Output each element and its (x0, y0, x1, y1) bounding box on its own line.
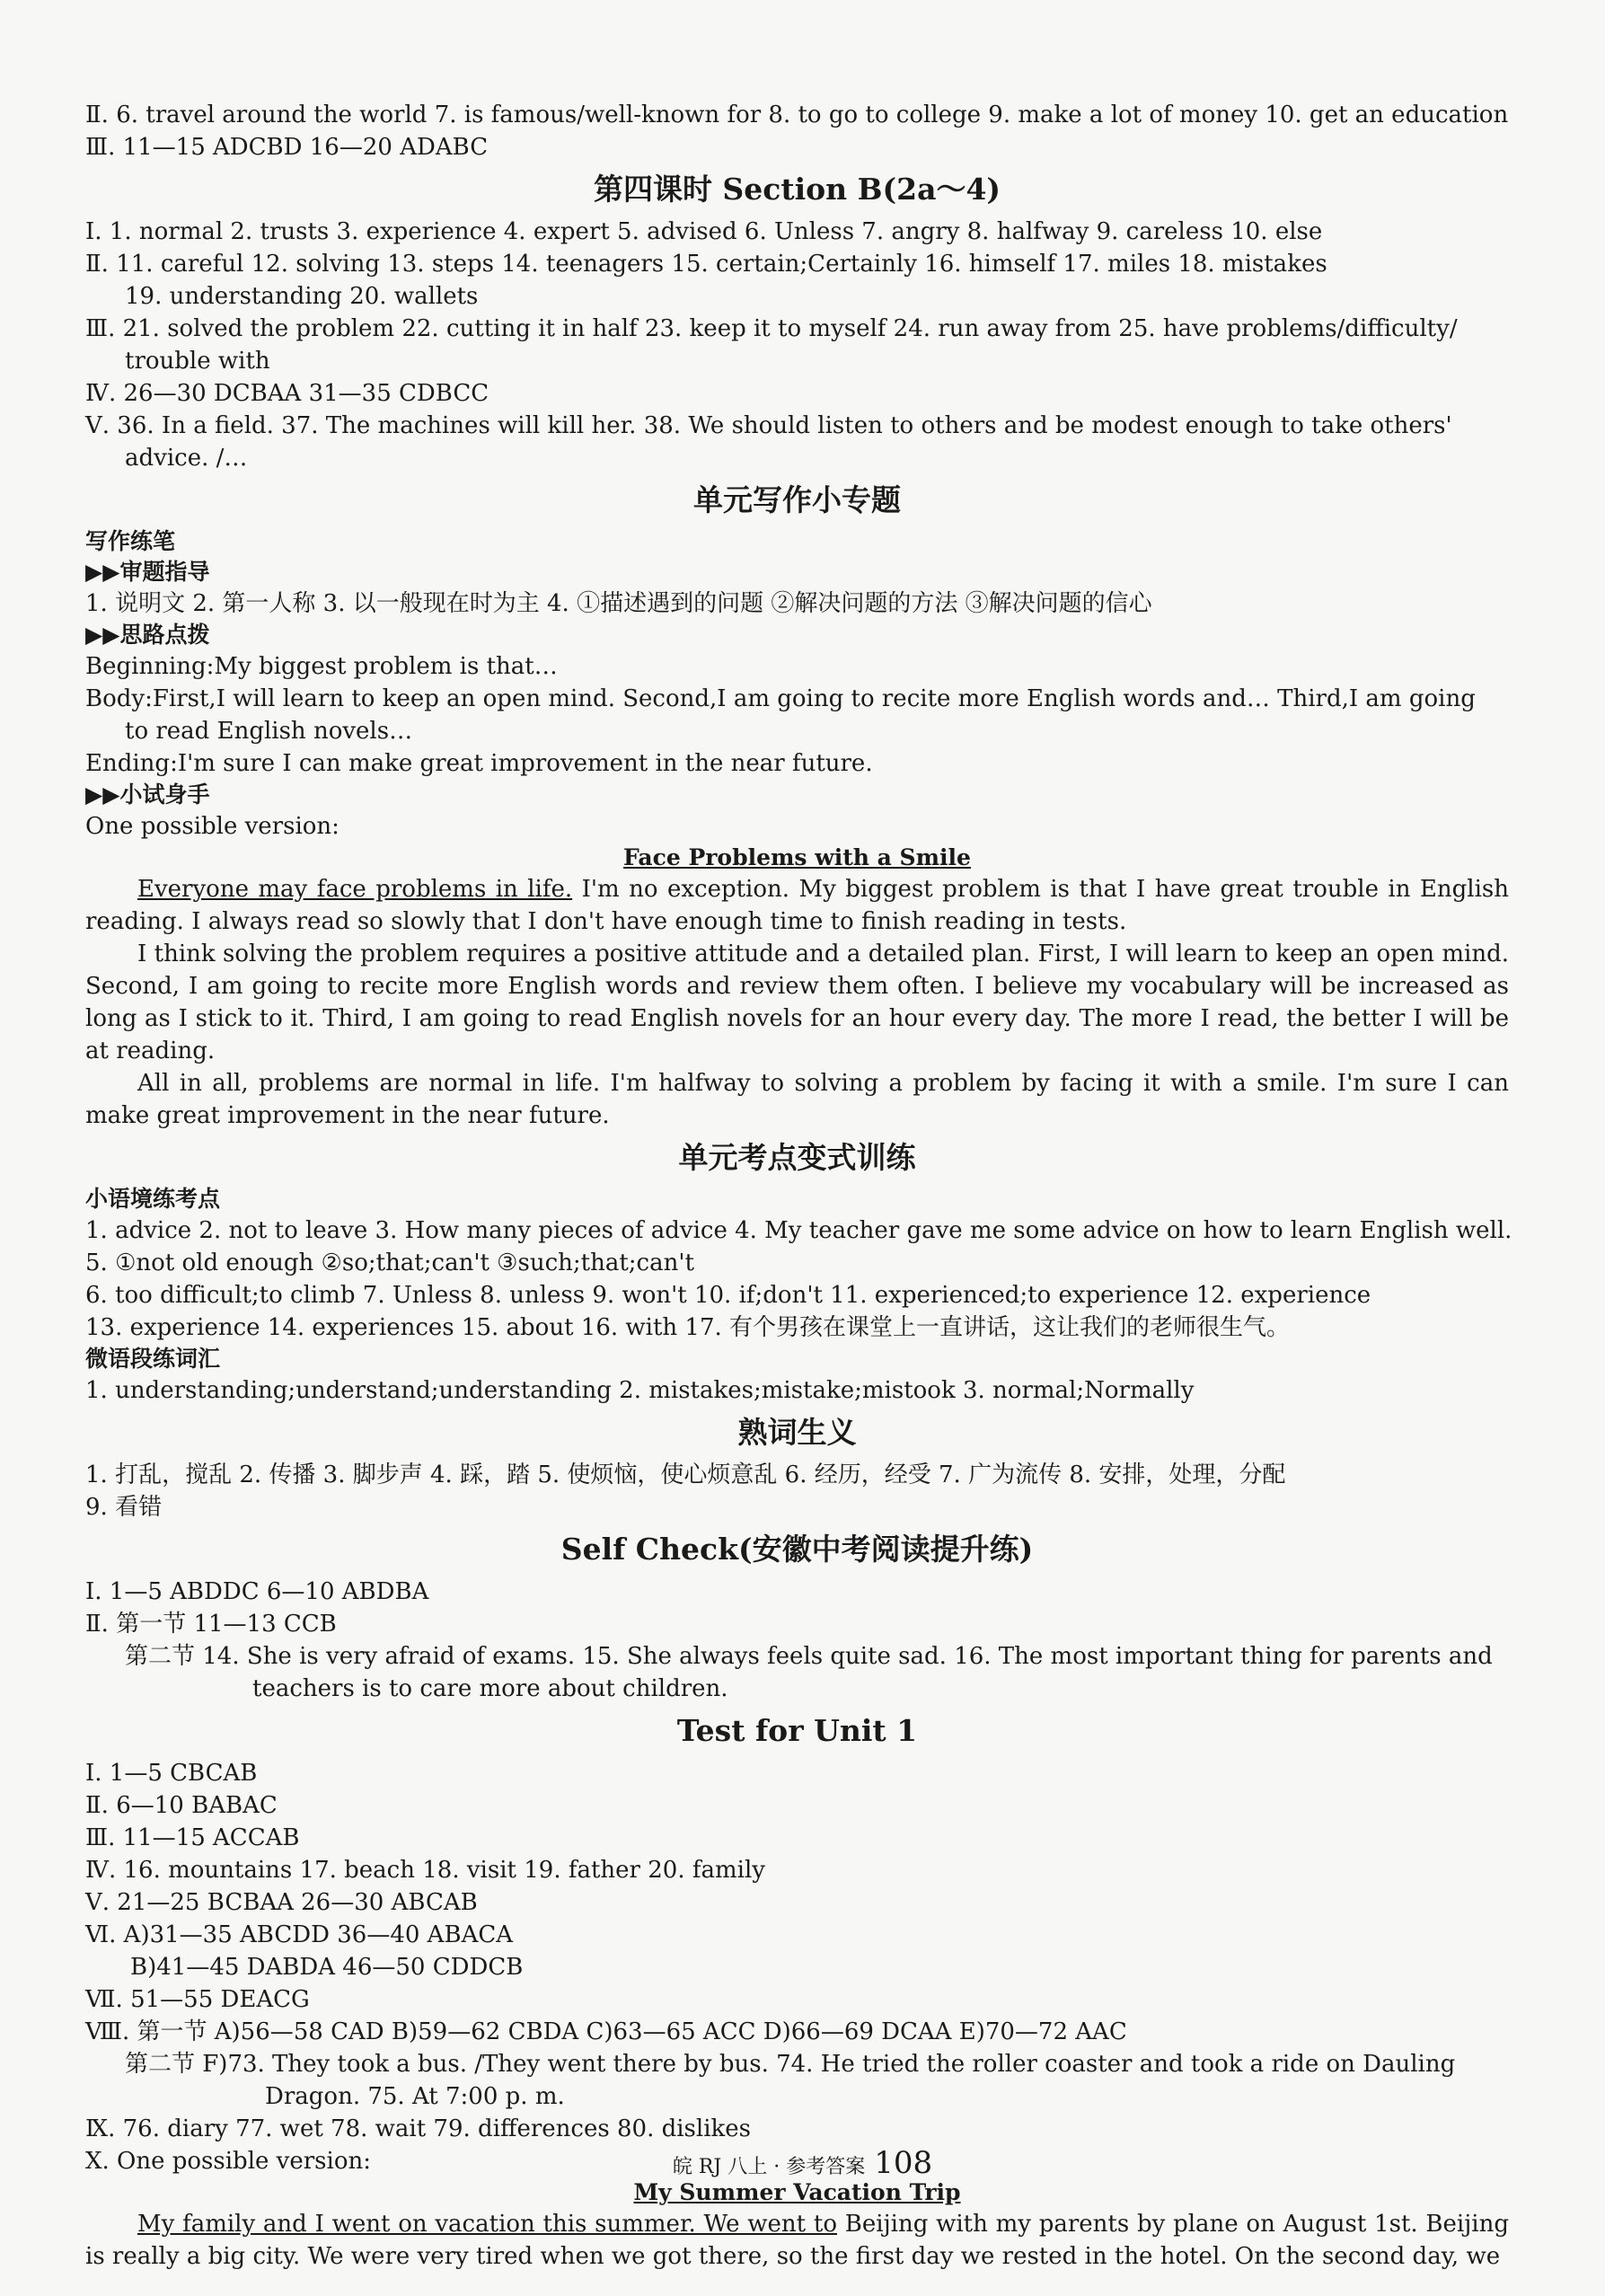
answer-line: Ⅶ. 51—55 DEACG (85, 1986, 310, 2013)
answer-line: 1. understanding;understand;understanding 2. mistakes;mistake;mistook 3. normal;Normally (85, 1377, 1195, 1404)
subheading: ▶▶小试身手 (85, 782, 210, 808)
answer-line: 19. understanding 20. wallets (125, 283, 479, 310)
section-heading-variant-training: 单元考点变式训练 (678, 1140, 916, 1175)
essay-title (85, 843, 1509, 873)
answer-line: Dragon. 75. At 7:00 p. m. (265, 2083, 565, 2110)
answer-line: Ⅲ. 11—15 ACCAB (85, 1824, 300, 1851)
underlined-sentence: My family and I went on vacation this summer. We went to (137, 2211, 837, 2238)
essay-title (85, 2177, 1509, 2208)
essay-paragraph (85, 2208, 1509, 2273)
answer-line: Ⅴ. 36. In a field. 37. The machines will kill her. 38. We should listen to others and be modest enough to take others' (85, 412, 1452, 439)
answer-line: One possible version: (85, 813, 340, 840)
answer-line: Beginning:My biggest problem is that… (85, 653, 558, 680)
essay-paragraph: All in all, problems are normal in life. I'm halfway to solving a problem by facing it with a smile. I'm sure I can make great improvement in the near future. (85, 1070, 1509, 1129)
answer-line: Ⅷ. 第一节 A)56—58 CAD B)59—62 CBDA C)63—65 ACC D)66—69 DCAA E)70—72 AAC (85, 2018, 1127, 2045)
subheading: 微语段练词汇 (85, 1346, 221, 1372)
answer-line: Ⅸ. 76. diary 77. wet 78. wait 79. differences 80. dislikes (85, 2115, 752, 2142)
answer-line: 第二节 14. She is very afraid of exams. 15. She always feels quite sad. 16. The most important thing for parents and (125, 1643, 1493, 1670)
essay-title-text: My Summer Vacation Trip (633, 2179, 961, 2205)
footer-label: 皖 RJ 八上 · 参考答案 (672, 2156, 866, 2178)
answer-line: advice. /… (125, 445, 248, 472)
essay-paragraph: I think solving the problem requires a positive attitude and a detailed plan. First, I will learn to keep an open mind. Second, I am going to recite more English words and review them often. I believe my vocabulary will be increased as long as I stick to it. Third, I am going to read English novels for an hour every day. The more I read, the better I will be at reading. (85, 940, 1509, 1064)
page-number: 108 (874, 2145, 933, 2181)
answer-line: Body:First,I will learn to keep an open mind. Second,I am going to recite more English words and… Third,I am going (85, 685, 1476, 712)
answer-line: 9. 看错 (85, 1494, 163, 1521)
answer-line: Ending:I'm sure I can make great improvement in the near future. (85, 750, 873, 777)
answer-line: Ⅱ. 11. careful 12. solving 13. steps 14. teenagers 15. certain;Certainly 16. himself 17. miles 18. mistakes (85, 251, 1327, 278)
answer-line: Ⅱ. 第一节 11—13 CCB (85, 1611, 337, 1638)
page-footer (0, 2145, 1605, 2181)
section-heading-familiar-words: 熟词生义 (737, 1415, 857, 1450)
answer-line: 1. 说明文 2. 第一人称 3. 以一般现在时为主 4. ①描述遇到的问题 ②解决问题的方法 ③解决问题的信心 (85, 590, 1152, 617)
answer-line: Ⅴ. 21—25 BCBAA 26—30 ABCAB (85, 1889, 478, 1916)
section-heading-writing: 单元写作小专题 (693, 482, 901, 517)
answer-line: Ⅰ. 1—5 ABDDC 6—10 ABDBA (85, 1578, 429, 1605)
answer-line: 1. 打乱，搅乱 2. 传播 3. 脚步声 4. 踩，踏 5. 使烦恼，使心烦意乱 6. 经历，经受 7. 广为流传 8. 安排，处理，分配 (85, 1461, 1286, 1488)
section-heading-self-check: Self Check(安徽中考阅读提升练) (560, 1532, 1034, 1567)
paragraph-text: I'm no exception. My biggest problem is that I have great trouble in English reading. I always read so slowly that I don't have enough time to finish reading in tests. (85, 876, 1509, 935)
answer-line: B)41—45 DABDA 46—50 CDDCB (130, 1954, 524, 1981)
answer-line: Ⅱ. 6—10 BABAC (85, 1792, 278, 1819)
section-heading-section-b: 第四课时 Section B(2a～4) (593, 172, 1001, 207)
answer-line: Ⅵ. A)31—35 ABCDD 36—40 ABACA (85, 1921, 514, 1948)
answer-line: 1. advice 2. not to leave 3. How many pieces of advice 4. My teacher gave me some advice on how to learn English well. (85, 1217, 1512, 1244)
subheading: ▶▶思路点拨 (85, 622, 210, 648)
answer-line: to read English novels… (125, 718, 413, 745)
answer-line: 第二节 F)73. They took a bus. /They went there by bus. 74. He tried the roller coaster and took a ride on Dauling (125, 2051, 1456, 2078)
answer-line: 5. ①not old enough ②so;that;can't ③such;that;can't (85, 1250, 694, 1276)
essay-paragraph (85, 873, 1509, 938)
subheading: ▶▶审题指导 (85, 559, 210, 585)
answer-line: teachers is to care more about children. (252, 1675, 728, 1702)
answer-line: 13. experience 14. experiences 15. about 16. with 17. 有个男孩在课堂上一直讲话，这让我们的老师很生气。 (85, 1314, 1291, 1341)
answer-line: Ⅲ. 11—15 ADCBD 16—20 ADABC (85, 134, 489, 161)
essay-title-text: Face Problems with a Smile (623, 844, 971, 870)
answer-line: Ⅰ. 1—5 CBCAB (85, 1760, 258, 1787)
answer-line: Ⅲ. 21. solved the problem 22. cutting it in half 23. keep it to myself 24. run away from 25. have problems/difficulty/ (85, 315, 1458, 342)
answer-line: Ⅰ. 1. normal 2. trusts 3. experience 4. expert 5. advised 6. Unless 7. angry 8. halfway 9. careless 10. else (85, 218, 1323, 245)
answer-line: Ⅳ. 26—30 DCBAA 31—35 CDBCC (85, 380, 489, 407)
paragraph-text: Beijing with my parents by plane on August 1st. Beijing is really a big city. We were very tired when we got there, so the first day we rested in the hotel. On the second day, we (85, 2211, 1509, 2270)
answer-content (85, 99, 1512, 2273)
subheading: 小语境练考点 (85, 1186, 221, 1212)
answer-line: Ⅳ. 16. mountains 17. beach 18. visit 19. father 20. family (85, 1857, 765, 1884)
answer-line: trouble with (125, 348, 270, 375)
answer-line: Ⅹ. One possible version: (85, 2148, 371, 2175)
answer-line: 6. too difficult;to climb 7. Unless 8. unless 9. won't 10. if;don't 11. experienced;to experience 12. experience (85, 1282, 1371, 1309)
section-heading-test-unit-1: Test for Unit 1 (676, 1713, 918, 1748)
subheading: 写作练笔 (85, 528, 176, 554)
underlined-sentence: Everyone may face problems in life. (137, 876, 573, 903)
answer-line: Ⅱ. 6. travel around the world 7. is famous/well-known for 8. to go to college 9. make a lot of money 10. get an education (85, 102, 1509, 128)
